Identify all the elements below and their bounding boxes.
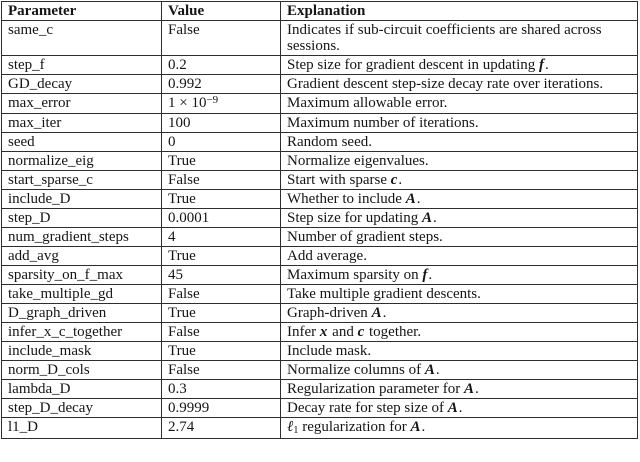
text-segment: ℓ [287,419,294,435]
text-segment: . [398,172,403,188]
text-segment: and [328,324,358,340]
explanation-cell [281,75,638,94]
text-segment: False [168,362,200,378]
header-parameter: Parameter [2,2,162,21]
explanation-cell [281,94,638,114]
text-segment: Normalize eigenvalues. [287,153,429,169]
text-segment: Add average. [287,248,367,264]
value-cell [162,285,281,304]
table-body [2,21,638,439]
parameter-cell: D_graph_driven [2,304,162,323]
explanation-cell [281,152,638,171]
parameter-cell: step_D_decay [2,399,162,418]
explanation-cell [281,114,638,133]
explanation-cell [281,304,638,323]
text-segment: Maximum sparsity on [287,267,423,283]
table-row [2,342,638,361]
text-segment: Maximum number of iterations. [287,115,479,131]
text-segment: Step size for gradient descent in updating [287,57,540,73]
text-segment: Regularization parameter for [287,381,464,397]
text-segment: True [168,305,196,321]
table-row [2,247,638,266]
text-segment: Normalize columns of [287,362,425,378]
explanation-cell [281,323,638,342]
parameter-cell: seed [2,133,162,152]
text-segment: 1 [293,425,299,436]
value-cell [162,342,281,361]
value-cell [162,21,281,56]
text-segment: −9 [206,94,219,106]
value-cell [162,247,281,266]
text-segment: . [433,210,437,226]
value-cell [162,380,281,399]
text-segment: Start with sparse [287,172,391,188]
text-segment: 0.0001 [168,210,210,226]
value-cell [162,209,281,228]
header-value: Value [162,2,281,21]
explanation-cell [281,361,638,380]
text-segment: Maximum allowable error. [287,95,448,111]
parameter-cell: l1_D [2,418,162,439]
parameter-cell: start_sparse_c [2,171,162,190]
explanation-cell [281,133,638,152]
value-cell [162,399,281,418]
explanation-cell [281,171,638,190]
parameter-cell: step_D [2,209,162,228]
table-row [2,304,638,323]
text-segment: 0.992 [168,76,202,92]
table-row [2,380,638,399]
table-row [2,94,638,114]
text-segment: 0.9999 [168,400,210,416]
text-segment: together. [365,324,422,340]
value-cell [162,228,281,247]
value-cell [162,152,281,171]
table-row [2,152,638,171]
table-header [2,2,638,21]
math-symbol: A [447,400,458,416]
math-symbol: A [371,305,382,321]
text-segment: Include mask. [287,343,372,359]
text-segment: Infer [287,324,320,340]
parameter-cell: infer_x_c_together [2,323,162,342]
table-row [2,323,638,342]
table-row [2,75,638,94]
value-cell [162,304,281,323]
parameter-cell: include_mask [2,342,162,361]
value-cell [162,56,281,75]
text-segment: False [168,172,200,188]
text-segment: Number of gradient steps. [287,229,443,245]
explanation-cell [281,228,638,247]
explanation-cell [281,399,638,418]
text-segment: False [168,286,200,302]
value-cell [162,190,281,209]
value-cell [162,75,281,94]
text-segment: 0 [168,134,176,150]
text-segment: . [416,191,421,207]
math-symbol: f [539,57,545,73]
parameter-cell: max_iter [2,114,162,133]
math-symbol: c [390,172,398,188]
text-segment: 45 [168,267,183,283]
parameter-cell: normalize_eig [2,152,162,171]
math-symbol: x [319,324,328,340]
value-cell [162,114,281,133]
table-row [2,114,638,133]
text-segment: Indicates if sub-circuit coefficients are shared across sessions. [287,22,602,54]
text-segment: . [428,267,433,283]
text-segment: 1 × 10 [168,95,207,111]
text-segment: regularization for [298,419,411,435]
text-segment: True [168,191,196,207]
math-symbol: A [405,191,416,207]
parameter-cell: include_D [2,190,162,209]
text-segment: . [545,57,549,73]
table-row [2,399,638,418]
table-row [2,21,638,56]
text-segment: . [475,381,479,397]
table-row [2,190,638,209]
parameter-cell: same_c [2,21,162,56]
text-segment: Gradient descent step-size decay rate over iterations. [287,76,604,92]
table-row [2,228,638,247]
text-segment: Take multiple gradient descents. [287,286,481,302]
value-cell [162,133,281,152]
table-row [2,171,638,190]
parameter-cell: max_error [2,94,162,114]
explanation-cell [281,266,638,285]
text-segment: False [168,324,200,340]
text-segment: Step size for updating [287,210,422,226]
text-segment: 2.74 [168,419,195,435]
math-symbol: A [410,419,421,435]
table-row [2,285,638,304]
text-segment: False [168,22,200,38]
value-cell [162,266,281,285]
text-segment: . [382,305,387,321]
text-segment: 0.2 [168,57,187,73]
value-cell [162,94,281,114]
parameter-cell: take_multiple_gd [2,285,162,304]
text-segment: Graph-driven [287,305,372,321]
text-segment: True [168,248,196,264]
math-symbol: A [421,210,432,226]
explanation-cell [281,342,638,361]
text-segment: . [458,400,463,416]
text-segment: True [168,153,196,169]
text-segment: . [421,419,426,435]
math-symbol: f [422,267,428,283]
parameter-cell: num_gradient_steps [2,228,162,247]
text-segment: True [168,343,196,359]
parameter-cell: add_avg [2,247,162,266]
table-row [2,209,638,228]
value-cell [162,171,281,190]
header-explanation: Explanation [281,2,638,21]
explanation-cell [281,285,638,304]
table-row [2,266,638,285]
math-symbol: A [464,381,475,397]
math-symbol: A [424,362,435,378]
text-segment: Decay rate for step size of [287,400,448,416]
value-cell [162,418,281,439]
text-segment: 4 [168,229,176,245]
explanation-cell [281,56,638,75]
explanation-cell [281,190,638,209]
text-segment: . [435,362,440,378]
value-cell [162,361,281,380]
parameter-table [1,1,638,439]
text-segment: Whether to include [287,191,406,207]
parameter-cell: GD_decay [2,75,162,94]
explanation-cell [281,21,638,56]
explanation-cell [281,418,638,439]
table-row [2,133,638,152]
text-segment: Random seed. [287,134,372,150]
table-row [2,56,638,75]
parameter-cell: step_f [2,56,162,75]
table-row [2,418,638,439]
header-row [2,2,638,21]
value-cell [162,323,281,342]
parameter-cell: norm_D_cols [2,361,162,380]
table-row [2,361,638,380]
text-segment: 0.3 [168,381,187,397]
parameter-cell: sparsity_on_f_max [2,266,162,285]
text-segment: 100 [168,115,191,131]
explanation-cell [281,209,638,228]
explanation-cell [281,380,638,399]
parameter-cell: lambda_D [2,380,162,399]
explanation-cell [281,247,638,266]
math-symbol: c [357,324,365,340]
